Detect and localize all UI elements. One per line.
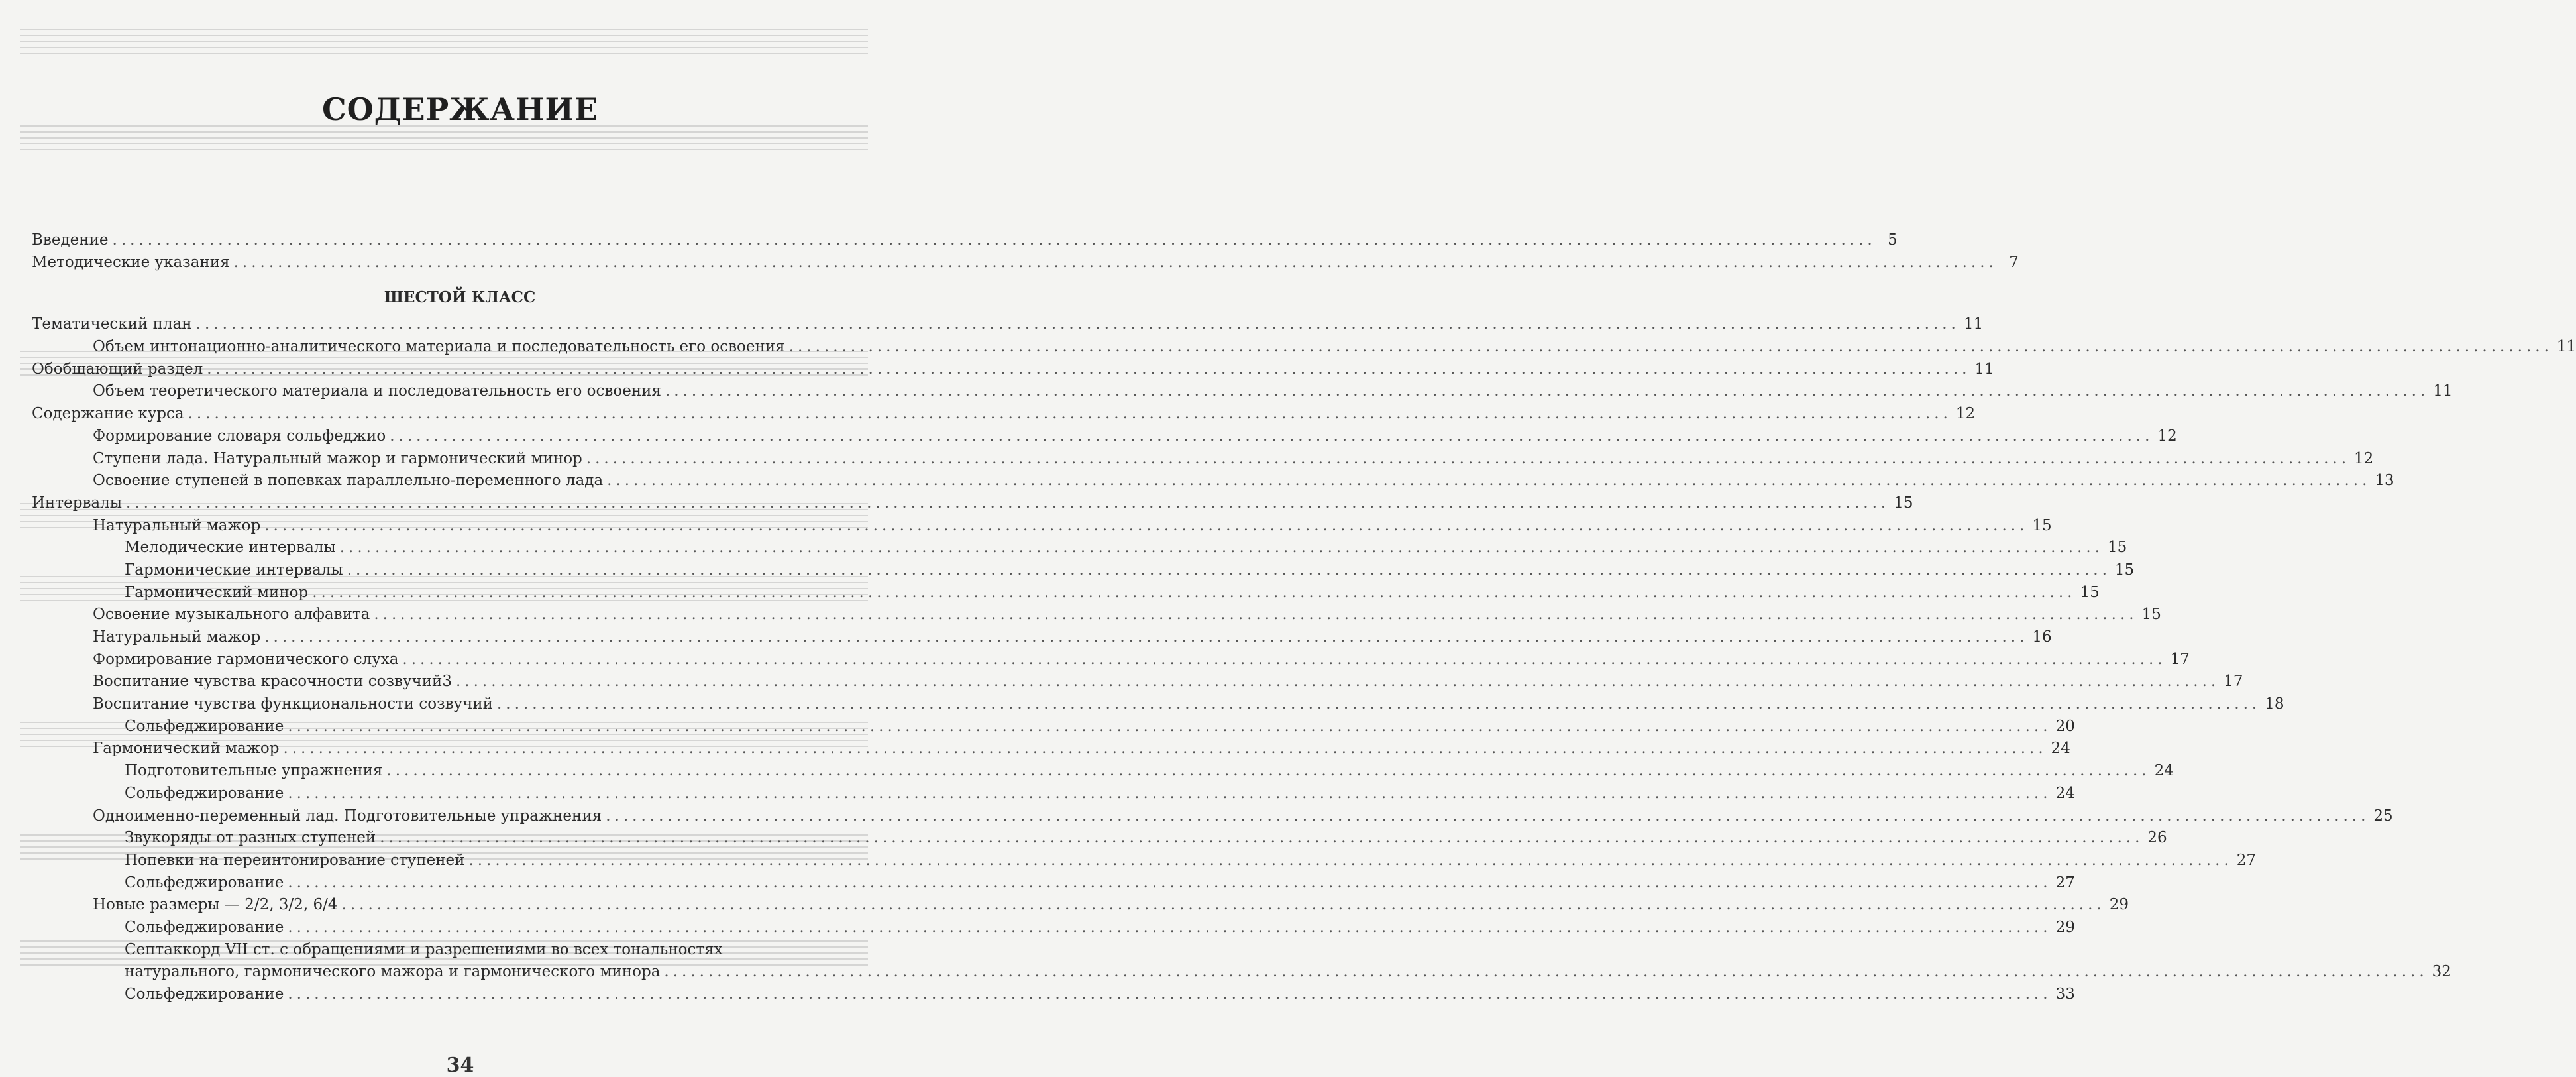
toc-dot-leader: ........................................................................................................................................................................................................ [195,315,1960,333]
toc-entry-page: 15 [2141,606,2161,624]
toc-dot-leader: ........................................................................................................................................................................................................ [264,628,2029,646]
toc-entry-title: Гармонические интервалы [125,561,343,579]
toc-dot-leader: ........................................................................................................................................................................................................ [288,717,2052,735]
toc-dot-leader: ........................................................................................................................................................................................................ [386,762,2151,780]
toc-entry-page: 17 [2170,650,2190,668]
toc-entry-page: 7 [2009,253,2019,271]
toc-entry-title: Формирование словаря сольфеджио [93,427,386,445]
toc-entry-title: Интервалы [32,494,123,512]
toc-entry-title: Подготовительные упражнения [125,762,383,780]
toc-entry[interactable] [32,380,2453,403]
page-number: 34 [446,1054,474,1077]
toc-dot-leader: ........................................................................................................................................................................................................ [312,583,2076,601]
toc-entry-page: 20 [2055,717,2075,735]
toc-entry-title: Гармонический мажор [93,740,280,758]
toc-entry-page: 24 [2055,784,2075,802]
toc-entry-page: 12 [1955,405,1976,423]
toc-entry[interactable] [32,537,2127,559]
toc-entry[interactable] [32,515,2052,538]
toc-dot-leader: ........................................................................................................................................................................................................ [586,449,2351,467]
toc-entry-title: Одноименно-переменный лад. Подготовительные упражнения [93,807,602,824]
toc-dot-leader: ........................................................................................................................................................................................................ [374,606,2138,624]
toc-entry-page: 32 [2432,963,2451,981]
toc-entry[interactable] [32,582,2100,604]
toc-dot-leader: ........................................................................................................................................................................................................ [341,896,2106,914]
toc-entry-title: Сольфеджирование [125,717,284,735]
toc-entry[interactable] [32,760,2174,783]
toc-dot-leader: ........................................................................................................................................................................................................ [788,338,2553,356]
toc-entry-page: 16 [2032,628,2052,646]
toc-entry[interactable] [32,850,2256,872]
toc-dot-leader: ........................................................................................................................................................................................................ [664,963,2428,981]
toc-entry[interactable] [32,448,2374,471]
toc-entry-title: Сольфеджирование [125,874,284,891]
toc-dot-leader: ........................................................................................................................................................................................................ [339,539,2104,557]
toc-entry-page: 17 [2224,673,2243,691]
toc-dot-leader: ........................................................................................................................................................................................................ [112,231,1876,249]
toc-entry-page: 11 [1963,315,1984,333]
toc-entry[interactable] [32,984,2075,1006]
toc-entry[interactable] [32,425,2177,448]
toc-entry-page: 24 [2154,762,2174,780]
toc-dot-leader: ........................................................................................................................................................................................................ [390,427,2154,445]
toc-entry-title: Натуральный мажор [93,628,261,646]
toc-dot-leader: ........................................................................................................................................................................................................ [606,807,2370,824]
toc-entry-title: Септаккорд VII ст. с обращениями и разрешениями во всех тональностях [125,940,723,958]
toc-dot-leader: ........................................................................................................................................................................................................ [607,472,2371,490]
toc-dot-leader: ........................................................................................................................................................................................................ [264,516,2029,534]
toc-entry-title: натурального, гармонического мажора и гармонического минора [125,963,661,981]
table-of-contents [32,229,2576,1006]
toc-dot-leader: ........................................................................................................................................................................................................ [468,851,2233,869]
toc-dot-leader: ........................................................................................................................................................................................................ [456,673,2220,691]
toc-entry[interactable] [32,961,2451,984]
toc-entry-page: 26 [2147,829,2167,847]
toc-entry-title: Содержание курса [32,405,184,423]
toc-entry[interactable] [32,939,888,962]
toc-dot-leader: ........................................................................................................................................................................................................ [233,253,1998,271]
toc-entry-title: Воспитание чувства красочности созвучий3 [93,673,452,691]
toc-entry-page: 5 [1888,231,1898,249]
toc-dot-leader: ........................................................................................................................................................................................................ [665,382,2430,400]
toc-entry[interactable] [32,470,2394,492]
toc-entry-page: 13 [2375,472,2394,490]
toc-entry-title: Ступени лада. Натуральный мажор и гармонический минор [93,449,582,467]
toc-entry[interactable] [32,336,2576,359]
toc-dot-leader: ........................................................................................................................................................................................................ [283,740,2047,758]
toc-entry-title: Объем интонационно-аналитического материала и последовательность его освоения [93,338,785,356]
toc-dot-leader: ........................................................................................................................................................................................................ [188,405,1952,423]
toc-entry-page: 15 [2114,561,2135,579]
toc-entry-title: Попевки на переинтонирование ступеней [125,851,465,869]
toc-entry-page: 11 [2556,338,2576,356]
toc-entry[interactable] [32,252,2019,274]
toc-entry-page: 12 [2354,449,2374,467]
toc-entry-title: Мелодические интервалы [125,539,336,557]
toc-entry[interactable] [32,229,1898,252]
toc-entry-title: Формирование гармонического слуха [93,650,399,668]
toc-entry-title: Введение [32,231,109,249]
toc-entry[interactable] [32,783,2075,805]
toc-entry[interactable] [32,917,2075,939]
toc-entry-title: Гармонический минор [125,583,309,601]
toc-entry[interactable] [32,626,2052,649]
toc-entry-title: Натуральный мажор [93,516,261,534]
toc-entry-page: 24 [2051,740,2070,758]
toc-entry-page: 15 [2032,516,2052,534]
section-heading: ШЕСТОЙ КЛАСС [384,288,536,307]
toc-entry-title: Освоение ступеней в попевках параллельно-переменного лада [93,472,604,490]
toc-dot-leader: ........................................................................................................................................................................................................ [347,561,2111,579]
toc-entry[interactable] [32,359,1994,381]
toc-entry[interactable] [32,827,2167,850]
toc-entry[interactable] [32,716,2075,738]
toc-entry[interactable] [32,872,2075,895]
toc-entry-page: 15 [2080,583,2100,601]
toc-entry-page: 11 [2433,382,2453,400]
toc-entry-title: Сольфеджирование [125,918,284,936]
toc-entry[interactable] [32,894,2129,917]
toc-dot-leader: ........................................................................................................................................................................................................ [126,494,1890,512]
toc-dot-leader: ........................................................................................................................................................................................................ [497,695,2261,713]
toc-entry-page: 25 [2373,807,2393,824]
toc-entry-title: Сольфеджирование [125,784,284,802]
toc-entry[interactable] [32,403,1976,425]
toc-entry-page: 29 [2055,918,2075,936]
toc-dot-leader: ........................................................................................................................................................................................................ [380,829,2144,847]
toc-entry-page: 27 [2236,851,2256,869]
toc-dot-leader: ........................................................................................................................................................................................................ [288,918,2052,936]
toc-entry-title: Освоение музыкального алфавита [93,606,370,624]
toc-entry-title: Воспитание чувства функциональности созвучий [93,695,493,713]
toc-entry[interactable] [32,671,2243,693]
toc-entry[interactable] [32,604,2161,626]
toc-entry-title: Методические указания [32,253,230,271]
page-title: СОДЕРЖАНИЕ [321,91,599,127]
toc-entry-page: 18 [2265,695,2284,713]
toc-entry-page: 15 [1894,494,1913,512]
toc-dot-leader: ........................................................................................................................................................................................................ [402,650,2167,668]
toc-entry[interactable] [32,649,2190,671]
toc-entry[interactable] [32,313,1984,336]
toc-entry[interactable] [32,559,2135,582]
toc-dot-leader: ........................................................................................................................................................................................................ [207,360,1971,378]
toc-entry-page: 15 [2107,539,2127,557]
toc-entry-page: 29 [2109,896,2129,914]
toc-entry-title: Обобщающий раздел [32,360,203,378]
toc-entry-title: Звукоряды от разных ступеней [125,829,376,847]
toc-entry-page: 27 [2055,874,2075,891]
toc-entry-page: 33 [2055,986,2075,1003]
toc-entry-title: Тематический план [32,315,192,333]
toc-entry[interactable] [32,693,2284,716]
toc-entry[interactable] [32,492,1913,515]
toc-entry[interactable] [32,738,2070,760]
toc-entry-page: 11 [1974,360,1994,378]
toc-dot-leader: ........................................................................................................................................................................................................ [288,784,2052,802]
toc-entry-title: Объем теоретического материала и последовательность его освоения [93,382,661,400]
toc-entry[interactable] [32,805,2393,828]
toc-entry-page: 12 [2157,427,2177,445]
toc-entry-title: Новые размеры — 2/2, 3/2, 6/4 [93,896,338,914]
toc-dot-leader: ........................................................................................................................................................................................................ [288,874,2052,891]
toc-dot-leader: ........................................................................................................................................................................................................ [288,986,2052,1003]
toc-entry-title: Сольфеджирование [125,986,284,1003]
